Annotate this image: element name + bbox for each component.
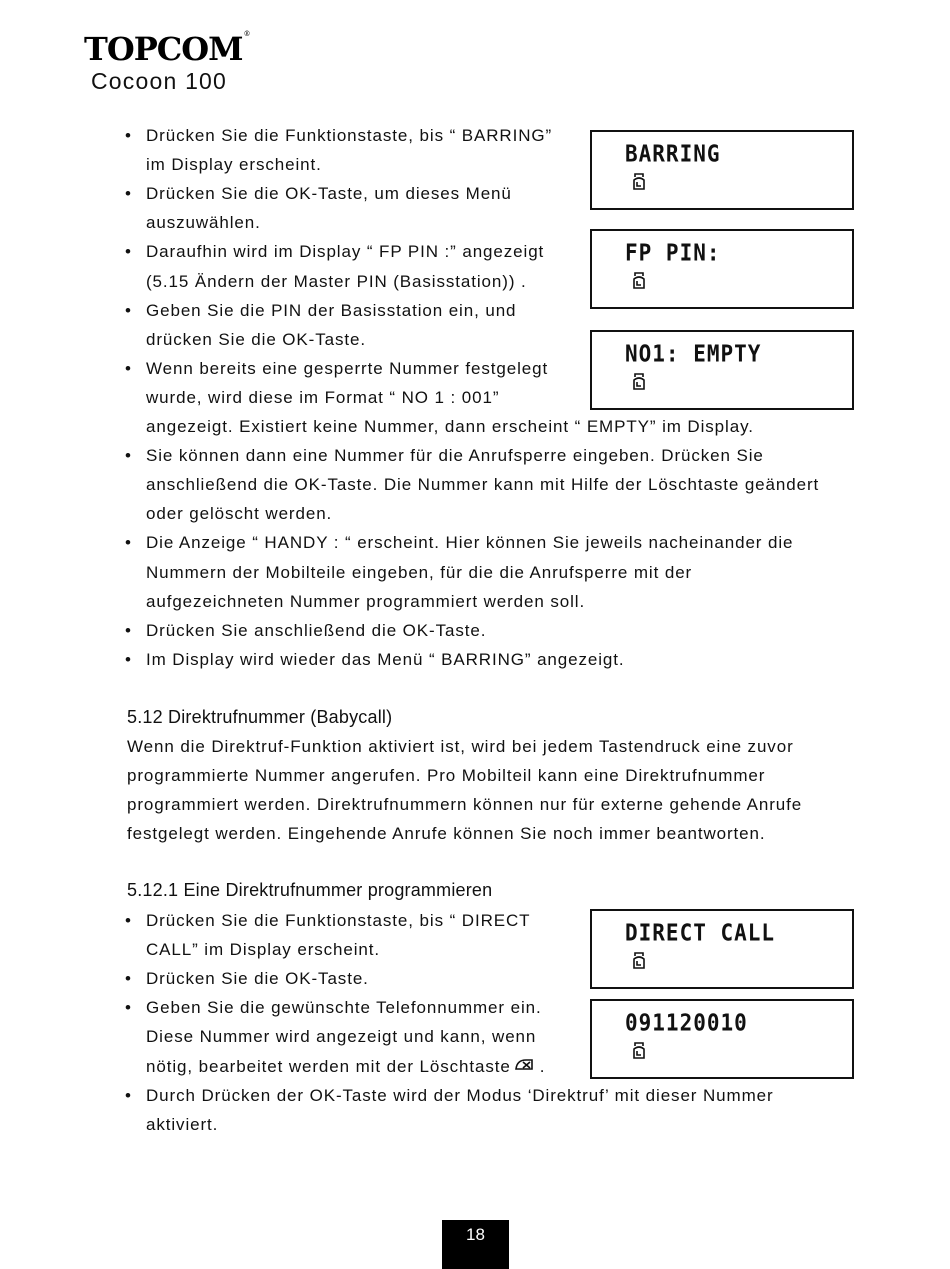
page-number: 18 [442, 1220, 509, 1269]
handset-icon [632, 272, 646, 290]
bullet-item-text: Drücken Sie die Funktionstaste, bis “ DIRECT [146, 911, 531, 930]
text-line: wurde, wird diese im Format “ NO 1 : 001” [146, 387, 500, 407]
text-line: oder gelöscht werden. [146, 504, 333, 524]
bullet-item-text: Drücken Sie die Funktionstaste, bis “ BARRING” [146, 126, 553, 145]
bullet-mark: • [125, 533, 131, 553]
text-line: im Display erscheint. [146, 155, 322, 175]
text-line: angezeigt. Existiert keine Nummer, dann erscheint “ EMPTY” im Display. [146, 417, 754, 436]
subsection-heading-program-direct-call: 5.12.1 Eine Direktrufnummer programmieren [127, 880, 493, 900]
text-line: anschließend die OK-Taste. Die Nummer kann mit Hilfe der Löschtaste geändert [146, 475, 820, 495]
display-text: BARRING [625, 141, 721, 167]
bullet-mark: • [125, 358, 131, 378]
bullet-item-text: Im Display wird wieder das Menü “ BARRING” angezeigt. [146, 649, 625, 669]
bullet-mark: • [125, 184, 131, 204]
text-line: drücken Sie die OK-Taste. [146, 329, 366, 349]
brand-logo: TOPCOM® [84, 30, 250, 68]
bullet-mark: • [125, 620, 131, 640]
section-heading-direct-call: 5.12 Direktrufnummer (Babycall) [127, 707, 393, 727]
display-text: NO1: EMPTY [625, 341, 762, 367]
display-text: FP PIN: [625, 240, 721, 266]
display-barring [590, 130, 854, 210]
text-line: Diese Nummer wird angezeigt und kann, wenn [146, 1027, 537, 1047]
text-line: Wenn die Direktruf-Funktion aktiviert ist, wird bei jedem Tastendruck eine zuvor [127, 737, 794, 756]
display-number [590, 999, 854, 1079]
bullet-mark: • [125, 998, 131, 1018]
handset-icon [632, 1042, 646, 1060]
display-no1-empty [590, 330, 854, 410]
text-line: festgelegt werden. Eingehende Anrufe können Sie noch immer beantworten. [127, 824, 766, 844]
bullet-mark: • [125, 911, 131, 930]
bullet-item-text: Drücken Sie die OK-Taste, um dieses Menü [146, 184, 512, 204]
text-line: auszuwählen. [146, 213, 261, 233]
bullet-item-text: Wenn bereits eine gesperrte Nummer festgelegt [146, 358, 549, 378]
bullet-mark: • [125, 300, 131, 320]
text-line: CALL” im Display erscheint. [146, 940, 381, 960]
bullet-item-text: Geben Sie die gewünschte Telefonnummer ein. [146, 998, 542, 1018]
display-fp-pin [590, 229, 854, 309]
text-line: aufgezeichneten Nummer programmiert werden soll. [146, 591, 586, 611]
text-line: programmiert werden. Direktrufnummern können nur für externe gehende Anrufe [127, 795, 803, 815]
bullet-item-text: Daraufhin wird im Display “ FP PIN :” angezeigt [146, 242, 545, 262]
bullet-mark: • [125, 649, 131, 669]
display-direct-call [590, 909, 854, 989]
handset-icon [632, 952, 646, 970]
bullet-item-text: Drücken Sie anschließend die OK-Taste. [146, 620, 487, 640]
handset-icon [632, 173, 646, 191]
delete-key-icon [514, 1057, 534, 1073]
text-line: (5.15 Ändern der Master PIN (Basisstation)) . [146, 271, 527, 291]
bullet-mark: • [125, 242, 131, 262]
text-line: aktiviert. [146, 1114, 219, 1134]
bullet-item-text: Sie können dann eine Nummer für die Anrufsperre eingeben. Drücken Sie [146, 446, 764, 466]
bullet-mark: • [125, 126, 131, 145]
handset-icon [632, 373, 646, 391]
bullet-mark: • [125, 446, 131, 466]
bullet-item-text: Durch Drücken der OK-Taste wird der Modus ‘Direktruf’ mit dieser Nummer [146, 1085, 774, 1105]
text-line: programmierte Nummer angerufen. Pro Mobilteil kann eine Direktrufnummer [127, 766, 766, 786]
text-line: nötig, bearbeitet werden mit der Löschtaste . [146, 1056, 546, 1076]
display-text: 091120010 [625, 1010, 748, 1036]
bullet-item-text: Geben Sie die PIN der Basisstation ein, und [146, 300, 517, 320]
display-text: DIRECT CALL [625, 920, 776, 946]
bullet-item-text: Drücken Sie die OK-Taste. [146, 969, 369, 989]
text-line: Nummern der Mobilteile eingeben, für die die Anrufsperre mit der [146, 562, 693, 582]
model-name: Cocoon 100 [91, 68, 228, 94]
bullet-mark: • [125, 1085, 131, 1105]
bullet-item-text: Die Anzeige “ HANDY : “ erscheint. Hier können Sie jeweils nacheinander die [146, 533, 794, 553]
bullet-mark: • [125, 969, 131, 989]
